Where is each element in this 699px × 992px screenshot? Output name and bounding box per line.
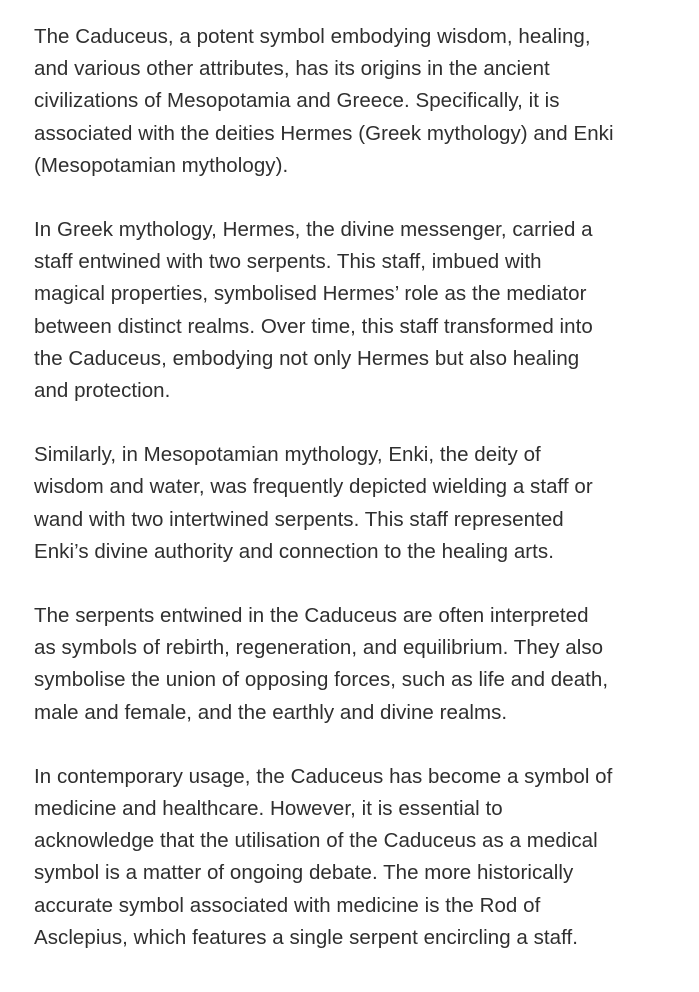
paragraph-greek-mythology: In Greek mythology, Hermes, the divine messenger, carried a staff entwined with two serpents. This staff, imbued with magical properties, symbolised Hermes’ role as the mediator between distinct realms. Over time, this staff transformed into the Caduceus, embodying not only Hermes but also healing and protection. xyxy=(34,218,593,403)
paragraph-serpent-symbolism: The serpents entwined in the Caduceus are often interpreted as symbols of rebirth, regeneration, and equilibrium. They also symbolise the union of opposing forces, such as life and death, male and female, and the earthly and divine realms. xyxy=(34,604,609,724)
paragraph-contemporary-usage: In contemporary usage, the Caduceus has become a symbol of medicine and healthcare. However, it is essential to acknowledge that the utilisation of the Caduceus as a medical symbol is a matter of ongoing debate. The more historically accurate symbol associated with medicine is the Rod of Asclepius, which features a single serpent encircling a staff. xyxy=(34,764,613,949)
paragraph-mesopotamian-mythology: Similarly, in Mesopotamian mythology, Enki, the deity of wisdom and water, was frequently depicted wielding a staff or wand with two intertwined serpents. This staff represented Enki’s divine authority and connection to the healing arts. xyxy=(34,443,593,563)
paragraph-origins: The Caduceus, a potent symbol embodying wisdom, healing, and various other attributes, has its origins in the ancient civilizations of Mesopotamia and Greece. Specifically, it is associated with the deities Hermes (Greek mythology) and Enki (Mesopotamian mythology). xyxy=(34,25,614,177)
article-body xyxy=(34,21,674,954)
